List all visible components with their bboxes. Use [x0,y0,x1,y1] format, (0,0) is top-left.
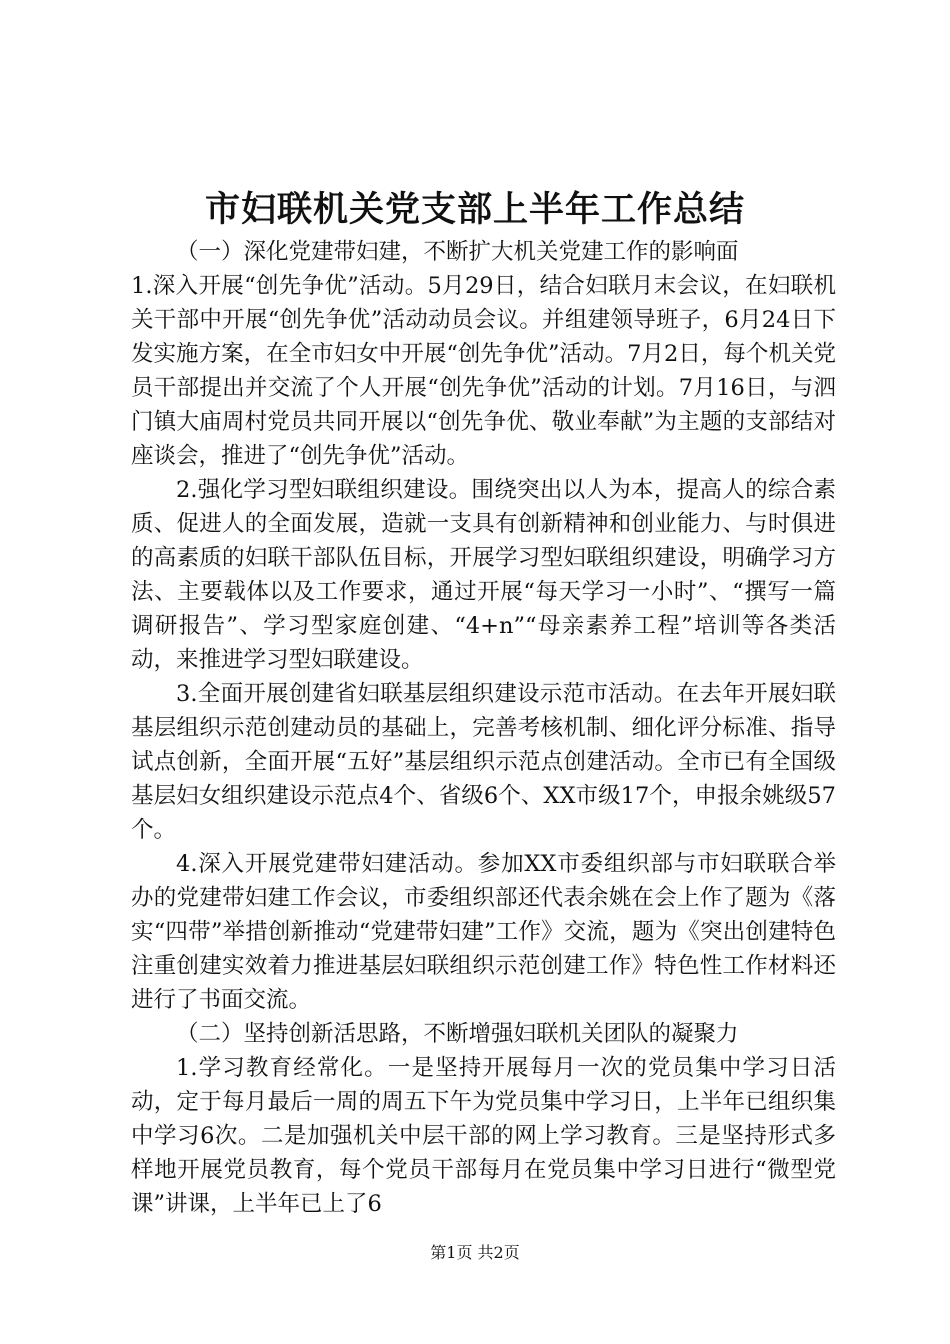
page-footer: 第1页 共2页 [430,1243,520,1262]
paragraph-1-2: 2.强化学习型妇联组织建设。围绕突出以人为本，提高人的综合素质、促进人的全面发展，造就一支具有创新精神和创业能力、与时俱进的高素质的妇联干部队伍目标，开展学习型妇联组织建设，明确学习方法、主要载体以及工作要求，通过开展“每天学习一小时”、“撰写一篇调研报告”、学习型家庭创建、“4+n”“母亲素养工程”培训等各类活动，来推进学习型妇联建设。 [131,477,836,673]
section-heading-2: （二）坚持创新活思路，不断增强妇联机关团队的凝聚力 [176,1021,739,1047]
document-body [131,235,836,1221]
paragraph-1-4: 4.深入开展党建带妇建活动。参加XX市委组织部与市妇联联合举办的党建带妇建工作会议，市委组织部还代表余姚在会上作了题为《落实“四带”举措创新推动“党建带妇建”工作》交流，题为《突出创建特色注重创建实效着力推进基层妇联组织示范创建工作》特色性工作材料还进行了书面交流。 [131,851,836,1013]
paragraph-1-1: 1.深入开展“创先争优”活动。5月29日，结合妇联月末会议，在妇联机关干部中开展“创先争优”活动动员会议。并组建领导班子，6月24日下发实施方案，在全市妇女中开展“创先争优”活动。7月2日，每个机关党员干部提出并交流了个人开展“创先争优”活动的计划。7月16日，与泗门镇大庙周村党员共同开展以“创先争优、敬业奉献”为主题的支部结对座谈会，推进了“创先争优”活动。 [131,273,836,469]
document-title: 市妇联机关党支部上半年工作总结 [204,189,745,230]
section-heading-1: （一）深化党建带妇建，不断扩大机关党建工作的影响面 [176,239,739,265]
paragraph-2-1: 1.学习教育经常化。一是坚持开展每月一次的党员集中学习日活动，定于每月最后一周的周五下午为党员集中学习日，上半年已组织集中学习6次。二是加强机关中层干部的网上学习教育。三是坚持形式多样地开展党员教育，每个党员干部每月在党员集中学习日进行“微型党课”讲课，上半年已上了6 [131,1055,836,1217]
paragraph-1-3: 3.全面开展创建省妇联基层组织建设示范市活动。在去年开展妇联基层组织示范创建动员的基础上，完善考核机制、细化评分标准、指导试点创新，全面开展“五好”基层组织示范点创建活动。全市已有全国级基层妇女组织建设示范点4个、省级6个、XX市级17个，申报余姚级57个。 [131,681,836,843]
